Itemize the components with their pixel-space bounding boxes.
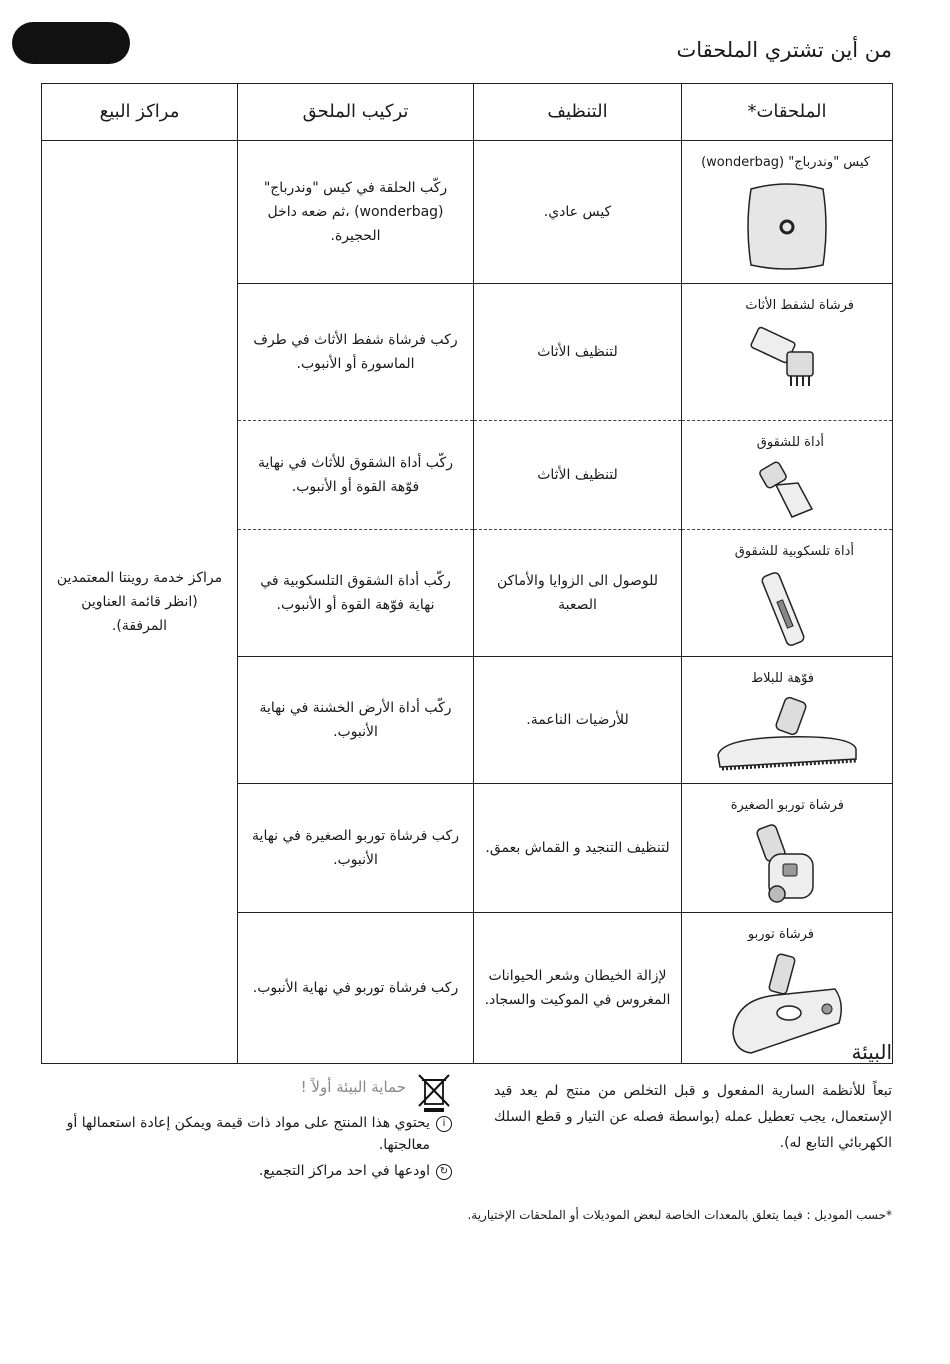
cleaning-cell: لتنظيف التنجيد و القماش بعمق.	[474, 784, 682, 913]
environment-heading: حماية البيئة أولاً !	[300, 1078, 406, 1096]
crevice-tool-icon	[752, 461, 822, 523]
accessory-cell	[682, 657, 893, 784]
accessory-cell	[682, 284, 893, 421]
environment-line-1-text: يحتوي هذا المنتج على مواد ذات قيمة ويمكن إعادة استعمالها أو معالجتها.	[66, 1115, 430, 1153]
cleaning-cell: لتنظيف الأثاث	[474, 421, 682, 530]
cleaning-cell: لتنظيف الأثاث	[474, 284, 682, 421]
telescopic-crevice-tool-icon	[752, 570, 822, 650]
furniture-brush-icon	[747, 324, 827, 394]
header-cleaning: التنظيف	[474, 84, 682, 141]
cleaning-cell: للوصول الى الزوايا والأماكن الصعبة	[474, 530, 682, 657]
accessory-name: أداة تلسكوبية للشقوق	[734, 544, 854, 559]
environment-box	[32, 1072, 452, 1182]
fitting-cell: ركّب أداة الشقوق التلسكوبية في نهاية فوّهة القوة أو الأنبوب.	[238, 530, 474, 657]
accessory-name: فوّهة للبلاط	[751, 671, 814, 686]
accessory-name: فرشاة لشفط الأثاث	[745, 298, 854, 313]
turbo-brush-icon	[727, 953, 847, 1057]
accessory-cell	[682, 784, 893, 913]
accessory-name: فرشاة توربو الصغيرة	[730, 798, 844, 813]
table-row	[42, 141, 893, 284]
accessory-cell	[682, 530, 893, 657]
accessory-name: فرشاة توربو	[747, 927, 814, 942]
cleaning-cell: لإزالة الخيطان وشعر الحيوانات المغروس في الموكيت والسجاد.	[474, 913, 682, 1064]
header-sales: مراكز البيع	[42, 84, 238, 141]
sales-text: مراكز خدمة روينتا المعتمدين (انظر قائمة العناوين المرفقة).	[56, 570, 223, 634]
crossed-bin-icon	[416, 1072, 452, 1112]
environment-line-2	[32, 1160, 452, 1182]
page-title: من أين تشتري الملحقات	[676, 38, 892, 62]
accessory-cell	[682, 141, 893, 284]
info-icon: i	[436, 1116, 452, 1132]
environment-line-1	[32, 1112, 452, 1156]
footnote: *حسب الموديل : فيما يتعلق بالمعدات الخاصة لبعض الموديلات أو الملحقات الإختيارية.	[467, 1208, 892, 1222]
page-tab-marker	[12, 22, 130, 64]
fitting-cell: ركّب أداة الشقوق للأثاث في نهاية فوّهة القوة أو الأنبوب.	[238, 421, 474, 530]
fitting-cell: ركب فرشاة توربو الصغيرة في نهاية الأنبوب.	[238, 784, 474, 913]
environment-line-2-text: اودعها في احد مراكز التجميع.	[258, 1163, 430, 1179]
fitting-cell: ركب فرشاة شفط الأثاث في طرف الماسورة أو الأنبوب.	[238, 284, 474, 421]
sales-cell	[42, 141, 238, 1064]
mini-turbo-brush-icon	[747, 824, 827, 906]
environment-title: البيئة	[851, 1040, 892, 1064]
cleaning-cell: للأرضيات الناعمة.	[474, 657, 682, 784]
accessories-table	[41, 83, 893, 1064]
accessory-cell	[682, 421, 893, 530]
accessory-name: أداة للشقوق	[756, 435, 824, 450]
fitting-cell: ركّب الحلقة في كيس "وندرباج" (wonderbag) ،ثم ضعه داخل الحجيرة.	[238, 141, 474, 284]
recycle-icon: ↻	[436, 1164, 452, 1180]
accessory-name: كيس "وندرباج" (wonderbag)	[701, 155, 870, 170]
environment-text: تبعاً للأنظمة السارية المفعول و قبل التخلص من منتج لم يعد قيد الإستعمال، يجب تعطيل عمله (بواسطة فصله عن التيار و قطع السلك الكهربائي التابع له).	[494, 1083, 892, 1151]
wonderbag-icon	[741, 181, 833, 273]
header-fitting: تركيب الملحق	[238, 84, 474, 141]
parquet-nozzle-icon	[712, 697, 862, 777]
cleaning-cell: كيس عادي.	[474, 141, 682, 284]
fitting-cell: ركّب أداة الأرض الخشنة في نهاية الأنبوب.	[238, 657, 474, 784]
header-accessories: الملحقات*	[682, 84, 893, 141]
fitting-cell: ركب فرشاة توربو في نهاية الأنبوب.	[238, 913, 474, 1064]
